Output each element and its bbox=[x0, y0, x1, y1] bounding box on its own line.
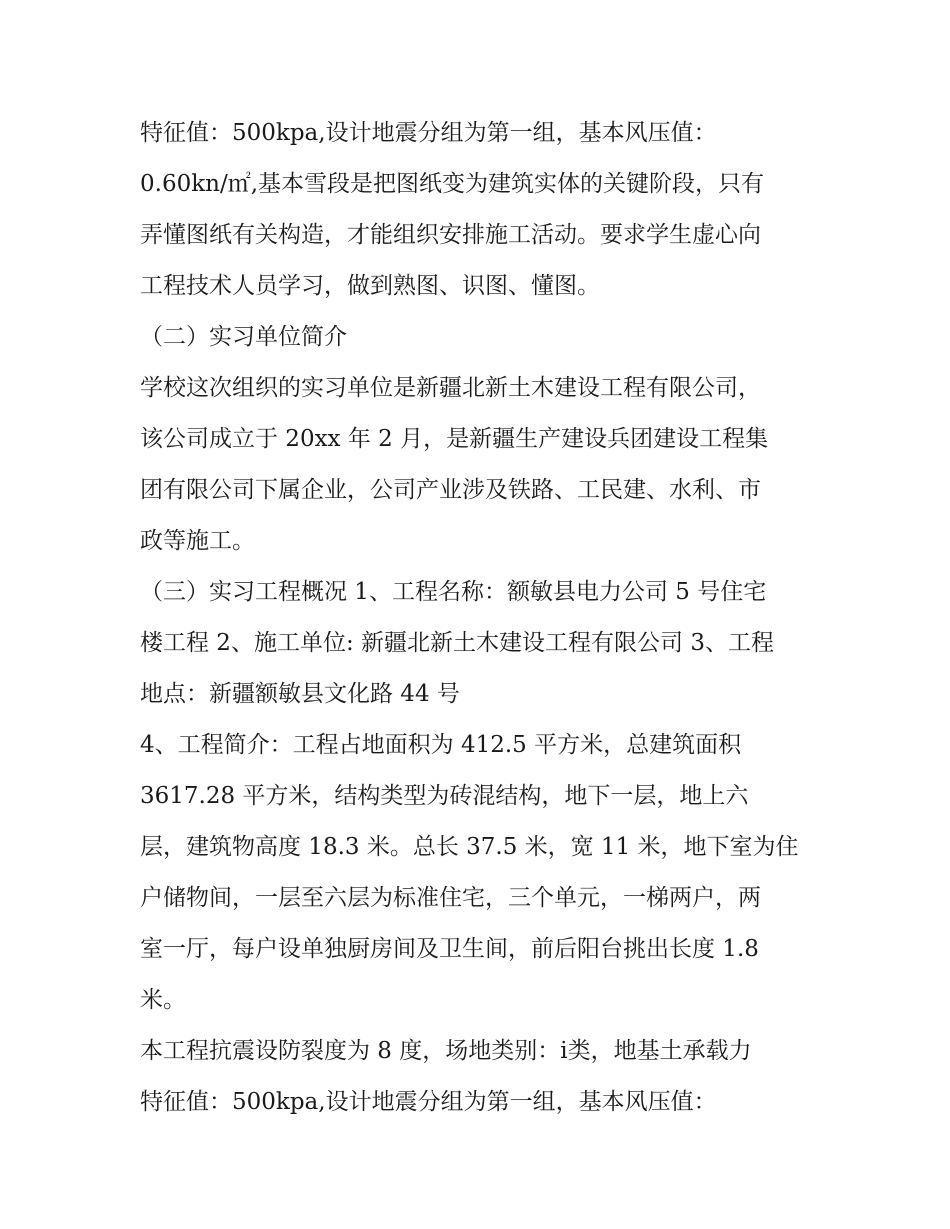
text-line-12: 地点：新疆额敏县文化路 44 号 bbox=[140, 681, 460, 707]
text-line-8: 团有限公司下属企业，公司产业涉及铁路、工民建、水利、市 bbox=[140, 477, 761, 503]
text-line-15: 层，建筑物高度 18.3 米。总长 37.5 米，宽 11 米，地下室为住 bbox=[140, 834, 799, 860]
text-line-3: 弄懂图纸有关构造，才能组织安排施工活动。要求学生虚心向 bbox=[140, 222, 761, 248]
section-heading-project-overview: （三）实习工程概况 1、工程名称：额敏县电力公司 5 号住宅 bbox=[140, 579, 767, 605]
section-heading-company-intro: （二）实习单位简介 bbox=[140, 324, 347, 350]
text-line-18: 米。 bbox=[140, 987, 186, 1013]
text-line-2: 0.60kn/㎡,基本雪段是把图纸变为建筑实体的关键阶段，只有 bbox=[140, 171, 765, 197]
text-line-11: 楼工程 2、施工单位: 新疆北新土木建设工程有限公司 3、工程 bbox=[140, 630, 774, 656]
text-line-1: 特征值：500kpa,设计地震分组为第一组，基本风压值： bbox=[140, 120, 717, 146]
text-line-7: 该公司成立于 20xx 年 2 月，是新疆生产建设兵团建设工程集 bbox=[140, 426, 769, 452]
text-line-4: 工程技术人员学习，做到熟图、识图、懂图。 bbox=[140, 273, 600, 299]
text-line-6: 学校这次组织的实习单位是新疆北新土木建设工程有限公司， bbox=[140, 375, 761, 401]
text-line-19: 本工程抗震设防裂度为 8 度，场地类别：ⅰ类，地基土承载力 bbox=[140, 1038, 752, 1064]
text-line-20: 特征值：500kpa,设计地震分组为第一组，基本风压值： bbox=[140, 1089, 717, 1115]
text-line-16: 户储物间，一层至六层为标准住宅，三个单元，一梯两户，两 bbox=[140, 885, 761, 911]
text-line-13: 4、工程简介：工程占地面积为 412.5 平方米，总建筑面积 bbox=[140, 732, 742, 758]
text-line-9: 政等施工。 bbox=[140, 528, 255, 554]
text-line-14: 3617.28 平方米，结构类型为砖混结构，地下一层，地上六 bbox=[140, 783, 749, 809]
text-line-17: 室一厅，每户设单独厨房间及卫生间，前后阳台挑出长度 1.8 bbox=[140, 936, 759, 962]
document-body bbox=[140, 108, 820, 1128]
